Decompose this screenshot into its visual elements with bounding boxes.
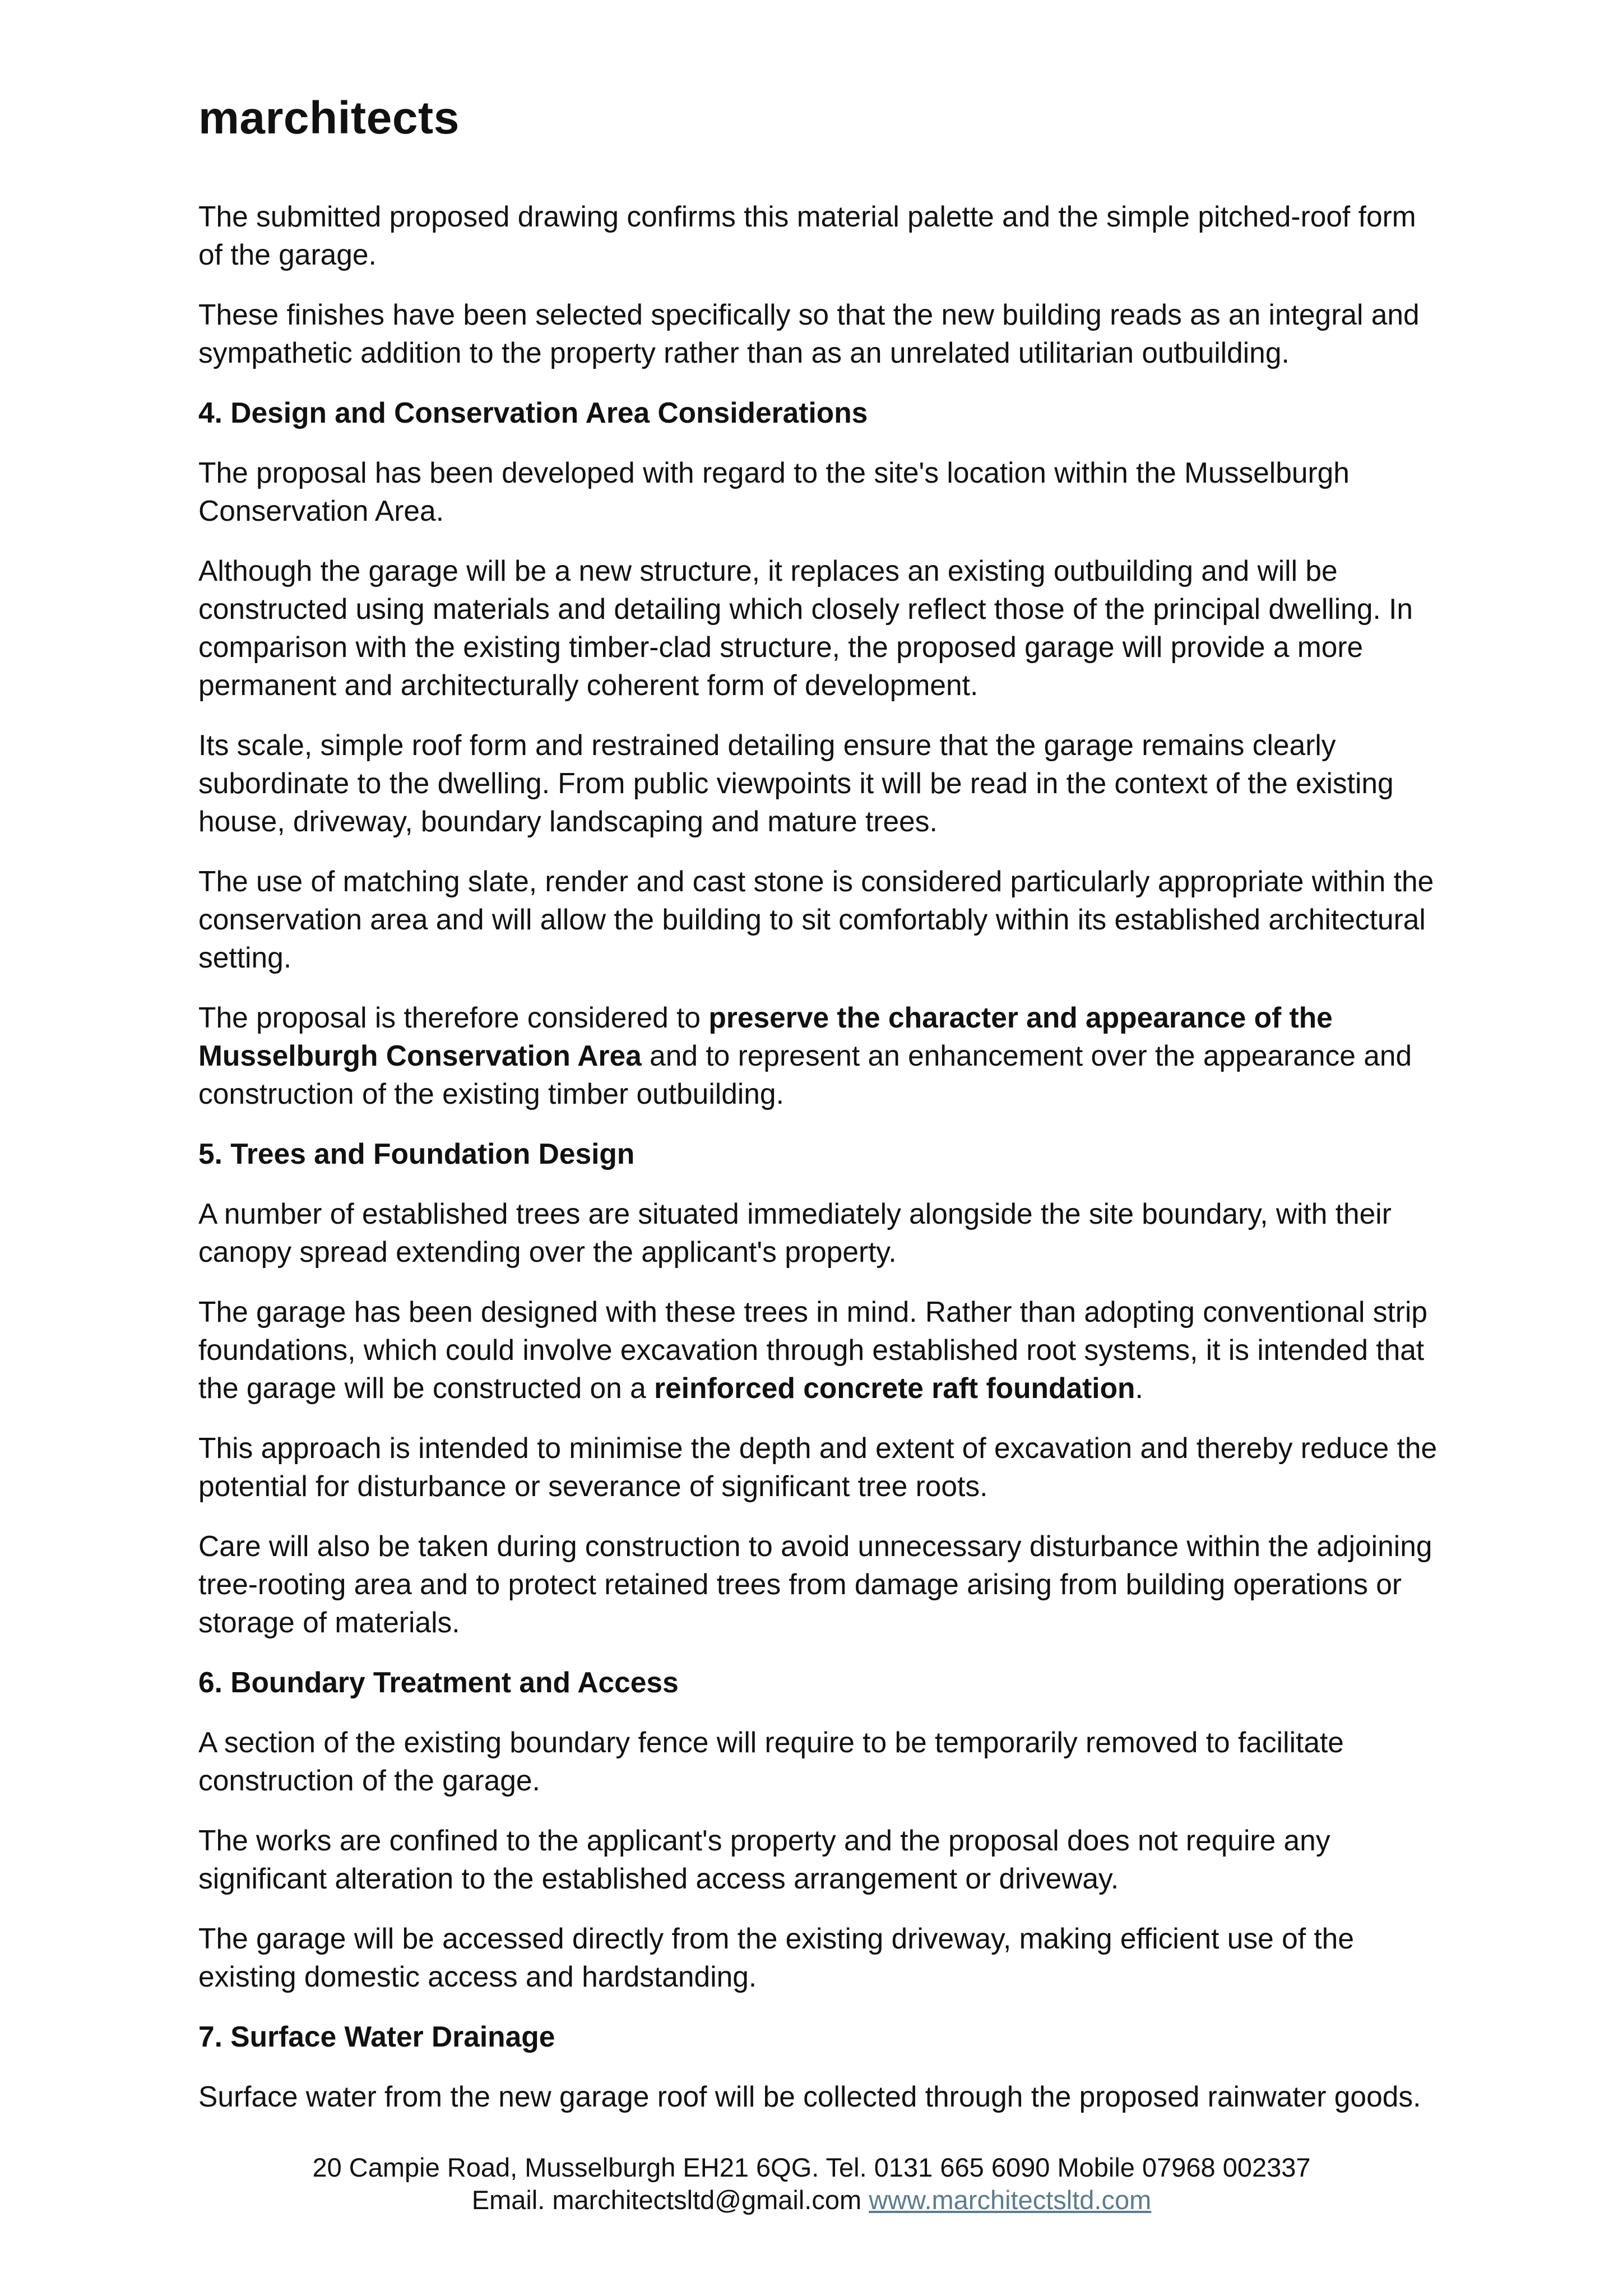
- paragraph: [198, 998, 1443, 1113]
- section-heading-drainage: 7. Surface Water Drainage: [198, 2020, 555, 2053]
- footer-address: 20 Campie Road, Musselburgh EH21 6QG. Tel. 0131 665 6090 Mobile 07968 002337: [312, 2152, 1311, 2182]
- paragraph: A section of the existing boundary fence will require to be temporarily removed to facilitate construction of the garage.: [198, 1726, 1344, 1797]
- paragraph: Its scale, simple roof form and restrained detailing ensure that the garage remains clearly subordinate to the dwelling. From public viewpoints it will be read in the context of the existing house, driveway, boundary landscaping and mature trees.: [198, 729, 1394, 837]
- text-run: The garage has been designed with these trees in mind. Rather than adopting conventional strip foundations, which could involve excavation through established root systems, it is intended that the garage will be constructed on a: [198, 1295, 1428, 1404]
- section-heading-design: 4. Design and Conservation Area Considerations: [198, 396, 868, 429]
- paragraph: A number of established trees are situated immediately alongside the site boundary, with their canopy spread extending over the applicant's property.: [198, 1197, 1392, 1268]
- paragraph: This approach is intended to minimise the depth and extent of excavation and thereby reduce the potential for disturbance or severance of significant tree roots.: [198, 1432, 1437, 1502]
- paragraph: Although the garage will be a new structure, it replaces an existing outbuilding and will be constructed using materials and detailing which closely reflect those of the principal dwelling. In comparison with the existing timber-clad structure, the proposed garage will provide a more permanent and architecturally coherent form of development.: [198, 554, 1413, 701]
- paragraph: The garage will be accessed directly from the existing driveway, making efficient use of the existing domestic access and hardstanding.: [198, 1922, 1354, 1993]
- text-run: and to represent an enhancement over the appearance and construction of the existing timber outbuilding.: [198, 1039, 1412, 1110]
- bold-text: preserve the character and appearance of the Musselburgh Conservation Area: [198, 1001, 1333, 1072]
- footer-email: Email. marchitectsltd@gmail.com: [471, 2185, 869, 2215]
- paragraph: The submitted proposed drawing confirms this material palette and the simple pitched-roof form of the garage.: [198, 200, 1416, 271]
- paragraph: The works are confined to the applicant's property and the proposal does not require any significant alteration to the established access arrangement or driveway.: [198, 1824, 1330, 1895]
- bold-text: reinforced concrete raft foundation: [654, 1372, 1135, 1404]
- footer-contact: [0, 2184, 1623, 2216]
- company-logo-text: marchitects: [198, 92, 460, 144]
- document-body: [198, 197, 1443, 2137]
- paragraph: The proposal has been developed with regard to the site's location within the Musselburgh Conservation Area.: [198, 456, 1350, 527]
- paragraph: The use of matching slate, render and cast stone is considered particularly appropriate within the conservation area and will allow the building to sit comfortably within its established architectural setting.: [198, 865, 1434, 974]
- text-run: .: [1135, 1372, 1143, 1404]
- paragraph: Surface water from the new garage roof will be collected through the proposed rainwater goods.: [198, 2080, 1421, 2113]
- paragraph: These finishes have been selected specifically so that the new building reads as an integral and sympathetic addition to the property rather than as an unrelated utilitarian outbuilding.: [198, 298, 1420, 369]
- page-footer: [0, 2151, 1623, 2216]
- paragraph: Care will also be taken during construction to avoid unnecessary disturbance within the adjoining tree-rooting area and to protect retained trees from damage arising from building operations or storage of materials.: [198, 1530, 1432, 1638]
- paragraph: [198, 1293, 1443, 1407]
- text-run: The proposal is therefore considered to: [198, 1001, 709, 1034]
- section-heading-boundary: 6. Boundary Treatment and Access: [198, 1666, 679, 1698]
- website-link[interactable]: www.marchitectsltd.com: [869, 2185, 1152, 2215]
- section-heading-trees: 5. Trees and Foundation Design: [198, 1137, 635, 1170]
